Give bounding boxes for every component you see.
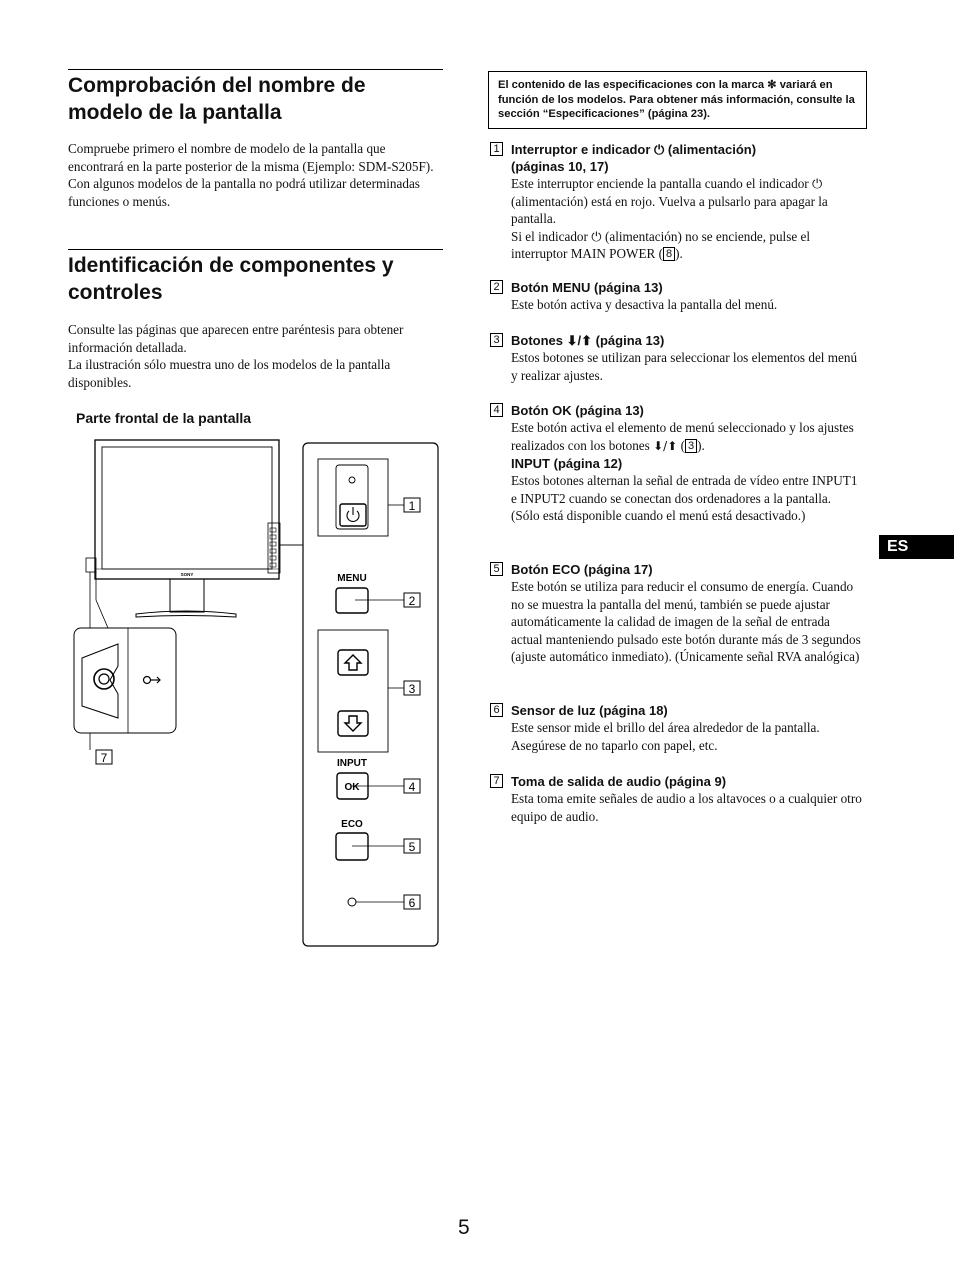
item-description: Estos botones alternan la señal de entrada de vídeo entre INPUT1 e INPUT2 cuando se conectan dos ordenadores a la pantalla. (Sólo está disponible cuando el menú está desactivado.) xyxy=(511,473,858,524)
item-title xyxy=(511,141,862,175)
text: ). xyxy=(675,246,683,262)
language-tab: ES xyxy=(879,535,954,559)
item-description xyxy=(511,175,862,263)
title-text: (alimentación) xyxy=(664,142,757,157)
item-description: Estos botones se utilizan para seleccionar los elementos del menú y realizar ajustes. xyxy=(511,350,858,383)
item-description: Este sensor mide el brillo del área alrededor de la pantalla. Asegúrese de no taparlo con papel, etc. xyxy=(511,720,820,753)
down-up-arrows-icon: ⬇/⬆ xyxy=(566,333,593,348)
headphone-icon xyxy=(144,677,161,684)
item-subtitle-input: INPUT (página 12) xyxy=(511,456,623,472)
heading-line: modelo de la pantalla xyxy=(68,101,282,124)
paragraph xyxy=(511,419,862,455)
power-icon xyxy=(347,507,359,521)
item-title: Sensor de luz (página 18) xyxy=(511,703,668,718)
text: Este botón activa el elemento de menú seleccionado y los ajustes realizados con los botones xyxy=(511,420,854,453)
eco-label: ECO xyxy=(341,819,363,830)
brand-logo-text: SONY xyxy=(180,572,194,577)
callout-4: 4 xyxy=(408,780,416,794)
item-number: 5 xyxy=(490,562,503,576)
menu-label: MENU xyxy=(337,573,367,584)
paragraph: Con algunos modelos de la pantalla no podrá utilizar determinadas funciones o menús. xyxy=(68,176,420,209)
paragraph xyxy=(511,175,862,228)
paragraph: La ilustración sólo muestra uno de los modelos de la pantalla disponibles. xyxy=(68,357,391,390)
title-text: Interruptor e indicador xyxy=(511,142,655,157)
item-number: 7 xyxy=(490,774,503,788)
item-title: Botón MENU (página 13) xyxy=(511,280,663,295)
callout-2: 2 xyxy=(408,594,416,608)
title-text: (páginas 10, 17) xyxy=(511,159,609,174)
paragraph: Compruebe primero el nombre de modelo de la pantalla que encontrará en la parte posterior de la misma (Ejemplo: SDM-S205F). xyxy=(68,141,434,174)
item-power-switch xyxy=(490,141,862,263)
paragraph xyxy=(511,228,862,263)
item-arrow-buttons xyxy=(490,332,862,384)
power-symbol-icon: ⏻ xyxy=(591,228,602,244)
reference-number: 8 xyxy=(663,247,675,261)
item-title xyxy=(511,332,862,349)
item-title: Botón ECO (página 17) xyxy=(511,562,653,577)
callout-5: 5 xyxy=(408,840,416,854)
text: (alimentación) está en rojo. Vuelva a pulsarlo para apagar la pantalla. xyxy=(511,193,828,227)
page-number: 5 xyxy=(458,1216,470,1239)
heading-line: Identificación de componentes y xyxy=(68,254,394,277)
item-number: 1 xyxy=(490,142,503,156)
item-number: 2 xyxy=(490,280,503,294)
item-audio-output xyxy=(490,773,862,825)
item-description: Este botón se utiliza para reducir el consumo de energía. Cuando no se muestra la pantalla del menú, también se puede ajustar automáticamente la calidad de imagen de la señal de entrada actual manteniendo pulsado este botón durante más de 3 segundos (ajuste automático inmediato). (Únicamente señal RVA analógica) xyxy=(511,579,861,665)
item-light-sensor xyxy=(490,702,862,754)
subheading-front: Parte frontal de la pantalla xyxy=(76,410,252,426)
callout-1: 1 xyxy=(408,499,416,513)
heading-line: controles xyxy=(68,281,163,304)
item-description xyxy=(511,419,862,455)
item-menu-button xyxy=(490,279,862,314)
item-number: 3 xyxy=(490,333,503,347)
title-text: (página 13) xyxy=(592,333,665,348)
item-number: 6 xyxy=(490,703,503,717)
callout-7: 7 xyxy=(100,751,108,765)
down-up-arrows-icon: ⬇/⬆ xyxy=(653,438,678,453)
text: Si el indicador xyxy=(511,228,592,244)
item-number: 4 xyxy=(490,403,503,417)
power-symbol-icon: ⏻ xyxy=(812,176,823,191)
down-arrow-icon xyxy=(345,716,361,731)
item-eco-button xyxy=(490,561,862,666)
callout-6: 6 xyxy=(408,896,416,910)
input-label: INPUT xyxy=(337,758,367,769)
heading-line: Comprobación del nombre de xyxy=(68,74,366,97)
ok-label: OK xyxy=(344,782,360,793)
power-symbol-icon: ⏻ xyxy=(654,142,665,157)
item-description: Esta toma emite señales de audio a los altavoces o a cualquier otro equipo de audio. xyxy=(511,791,862,824)
reference-number: 3 xyxy=(685,439,697,453)
paragraph: Consulte las páginas que aparecen entre paréntesis para obtener información detallada. xyxy=(68,322,404,355)
item-description: Este botón activa y desactiva la pantalla del menú. xyxy=(511,297,778,312)
text: (alimentación) no se enciende, pulse el interruptor MAIN POWER ( xyxy=(511,228,811,262)
monitor-illustration xyxy=(86,440,302,946)
item-ok-button xyxy=(490,402,862,525)
text: Este interruptor enciende la pantalla cuando el indicador xyxy=(511,176,812,191)
up-arrow-icon xyxy=(345,655,361,670)
specifications-note: El contenido de las especificaciones con la marca ✻ variará en función de los modelos. Para obtener más información, consulte la sección “Especificaciones” (página 23). xyxy=(488,71,867,129)
text: ( xyxy=(677,437,685,453)
item-title: Botón OK (página 13) xyxy=(511,403,644,418)
item-title: Toma de salida de audio (página 9) xyxy=(511,774,727,789)
title-text: Botones xyxy=(511,333,567,348)
audio-jack-detail xyxy=(74,572,176,750)
text: ). xyxy=(697,437,705,453)
callout-3: 3 xyxy=(408,682,416,696)
